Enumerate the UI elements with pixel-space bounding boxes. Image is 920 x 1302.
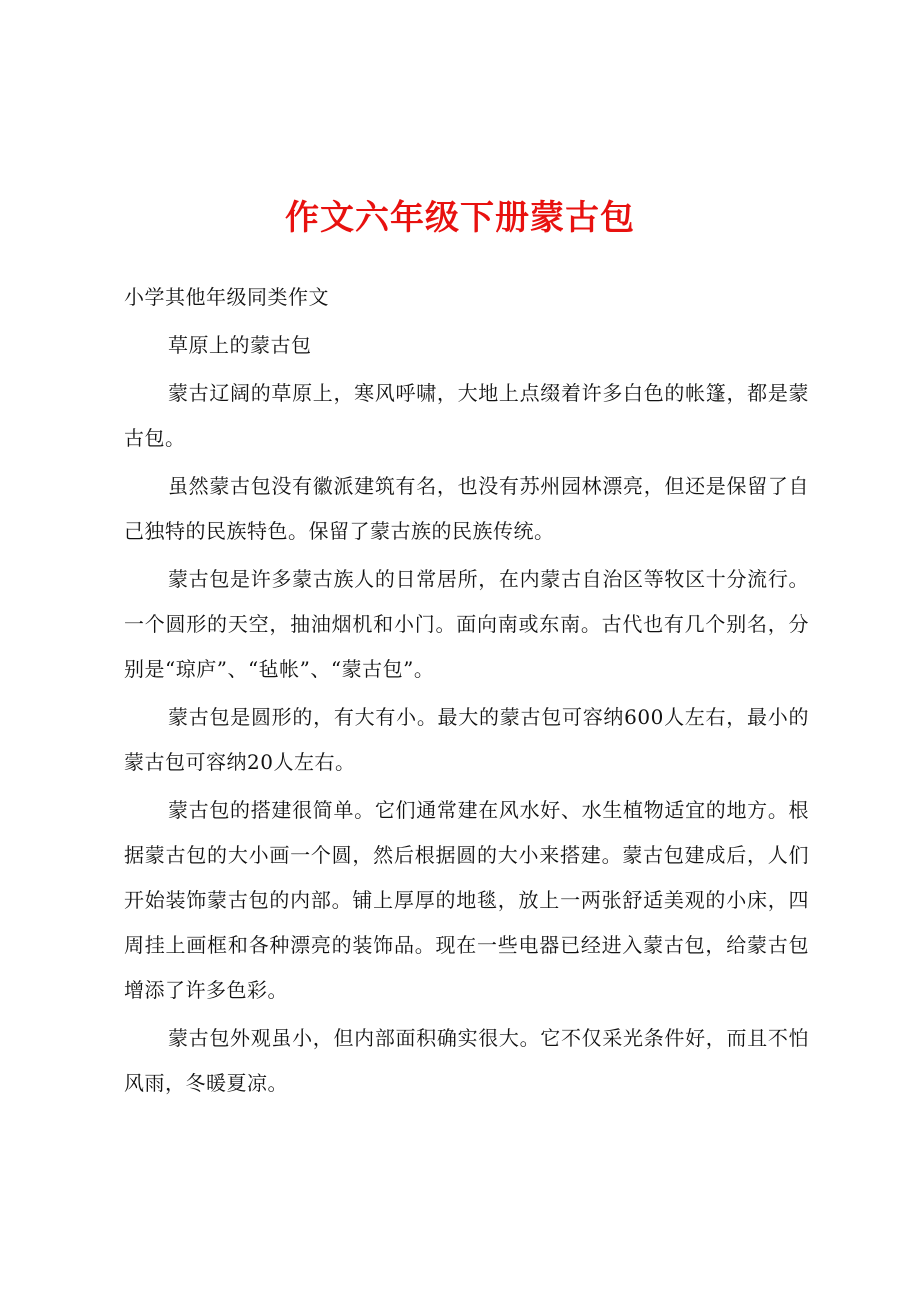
paragraph: 蒙古包是许多蒙古族人的日常居所，在内蒙古自治区等牧区十分流行。一个圆形的天空，抽油烟机和小门。面向南或东南。古代也有几个别名，分别是“琼庐”、“毡帐”、“蒙古包”。 xyxy=(124,567,809,681)
paragraph: 蒙古包是圆形的，有大有小。最大的蒙古包可容纳600人左右，最小的蒙古包可容纳20人左右。 xyxy=(124,705,809,774)
essay-title: 草原上的蒙古包 xyxy=(168,333,312,357)
paragraph: 蒙古包外观虽小，但内部面积确实很大。它不仅采光条件好，而且不怕风雨，冬暖夏凉。 xyxy=(124,1026,809,1095)
paragraph: 虽然蒙古包没有徽派建筑有名，也没有苏州园林漂亮，但还是保留了自己独特的民族特色。保留了蒙古族的民族传统。 xyxy=(124,474,809,543)
category-line: 小学其他年级同类作文 xyxy=(124,285,329,309)
paragraph: 蒙古包的搭建很简单。它们通常建在风水好、水生植物适宜的地方。根据蒙古包的大小画一个圆，然后根据圆的大小来搭建。蒙古包建成后，人们开始装饰蒙古包的内部。铺上厚厚的地毯，放上一两张舒适美观的小床，四周挂上画框和各种漂亮的装饰品。现在一些电器已经进入蒙古包，给蒙古包增添了许多色彩。 xyxy=(124,798,809,1002)
document-title: 作文六年级下册蒙古包 xyxy=(285,198,635,238)
document-body xyxy=(124,275,809,1109)
paragraph: 蒙古辽阔的草原上，寒风呼啸，大地上点缀着许多白色的帐篷，都是蒙古包。 xyxy=(124,381,809,450)
